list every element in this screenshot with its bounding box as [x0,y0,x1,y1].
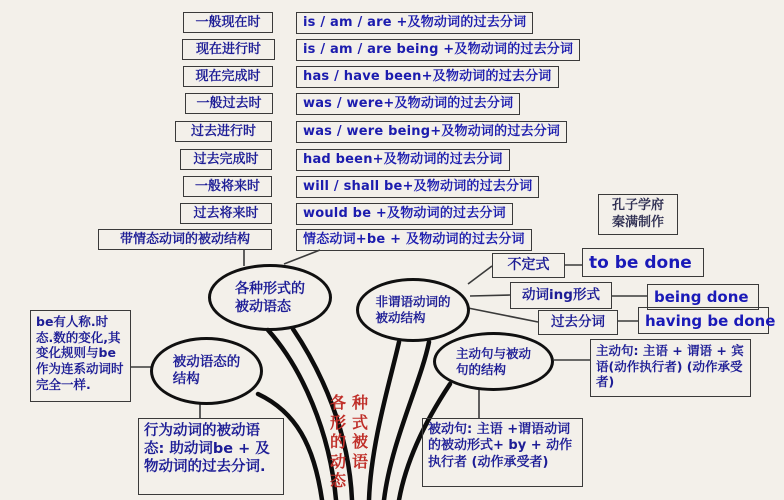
watermark-line1: 孔子学府 [611,198,664,213]
oval-passive-forms-line2: 被动语态 [235,298,291,315]
nonfinite-value-infinitive: to be done [582,248,704,277]
nonfinite-value-past-participle: having be done [638,307,769,334]
tense-formula-past-perfect: had been+及物动词的过去分词 [296,149,510,171]
tense-formula-present-perfect: has / have been+及物动词的过去分词 [296,66,559,88]
oval-nonfinite-passive [356,278,470,342]
trunk-row: 态 [330,471,353,490]
tense-label-simple-present: 一般现在时 [183,12,273,33]
oval-passive-forms [208,264,332,331]
tense-label-simple-past: 一般过去时 [185,93,273,114]
tense-label-present-continuous: 现在进行时 [182,39,275,60]
note-passive-sentence: 被动句: 主语 +谓语动词的被动形式+ by + 动作执行者 (动作承受者) [422,418,583,487]
tense-formula-simple-future: will / shall be+及物动词的过去分词 [296,176,539,198]
trunk-row: 各种 [330,393,375,412]
note-active-sentence: 主动句: 主语 + 谓语 + 宾语(动作执行者) (动作承受者) [590,339,751,397]
tense-label-past-continuous: 过去进行时 [175,121,272,142]
nonfinite-label-past-participle: 过去分词 [538,310,618,335]
tense-formula-past-future: would be +及物动词的过去分词 [296,203,513,225]
oval-active-passive-line2: 句的结构 [455,361,506,377]
tense-formula-modal-passive: 情态动词+be + 及物动词的过去分词 [296,229,532,251]
oval-active-passive-line1: 主动句与被动 [455,345,531,361]
oval-nonfinite-line2: 被动结构 [375,310,426,325]
tense-formula-simple-present: is / am / are +及物动词的过去分词 [296,12,533,34]
tense-label-present-perfect: 现在完成时 [183,66,273,87]
oval-structure-line2: 结构 [172,371,200,387]
trunk-row: 的被 [330,432,375,451]
tense-label-past-perfect: 过去完成时 [180,149,272,170]
watermark-box [598,194,678,235]
tense-label-modal-passive: 带情态动词的被动结构 [98,229,272,250]
watermark-line2: 秦满制作 [611,215,664,230]
note-be-rule: be有人称.时态.数的变化,其变化规则与be作为连系动词时完全一样. [30,310,131,402]
nonfinite-label-infinitive: 不定式 [492,253,565,278]
oval-nonfinite-line1: 非谓语动词的 [375,294,451,309]
note-action-verb-passive: 行为动词的被动语态: 助动词be + 及物动词的过去分词. [138,418,284,495]
oval-structure-line1: 被动语态的 [172,354,241,370]
tense-formula-past-continuous: was / were being+及物动词的过去分词 [296,121,567,143]
trunk-row: 形式 [330,412,375,432]
trunk-title [330,393,374,491]
nonfinite-label-ing-form: 动词ing形式 [510,282,612,309]
tense-label-past-future: 过去将来时 [180,203,272,224]
oval-passive-forms-line1: 各种形式的 [235,280,305,297]
tense-formula-simple-past: was / were+及物动词的过去分词 [296,93,520,115]
nonfinite-value-ing-form: being done [647,284,759,310]
trunk-row: 动语 [330,451,375,471]
oval-passive-structure [150,337,263,405]
tense-formula-present-continuous: is / am / are being +及物动词的过去分词 [296,39,580,61]
oval-active-passive-structure [433,332,554,391]
tense-label-simple-future: 一般将来时 [183,176,272,197]
